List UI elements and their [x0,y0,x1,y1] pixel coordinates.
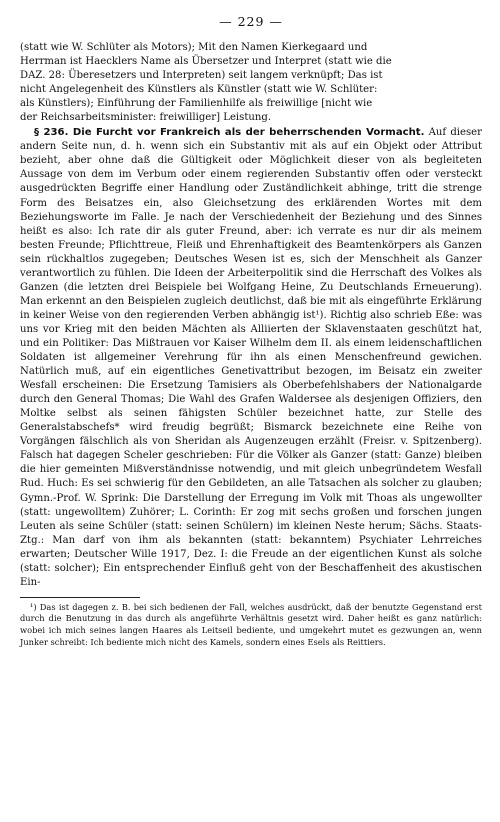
text-line: als Künstlers); Einführung der Familienhilfe als freiwillige [nicht wie [20,98,373,110]
text-line: Herrman ist Haecklers Name als Übersetzer und Interpret (statt wie die [20,56,392,68]
text-line: DAZ. 28: Überesetzers und Interpreten) seit langem verknüpft; Das ist [20,70,383,82]
footnote [20,602,482,648]
page-number: — 229 — [219,14,283,29]
main-text [20,41,482,590]
footnote-text: ¹) Das ist dagegen z. B. bei sich bedienen der Fall, welches ausdrückt, daß der benutzte Gegenstand erst durch die Benutzung in das durch als angeführte Verhältnis gesetzt wird. Daher heißt es ganz natürlich: wobei ich mich seines langen Haares als Leitseil bediente, und umgekehrt mutet es gezwungen an, wenn Junker schreibt: Ich bediente mich nicht des Kamels, sondern eines Esels als Reittiers. [20,601,482,647]
section-text: Auf dieser andern Seite nun, d. h. wenn sich ein Substantiv mit als auf ein Objekt oder Attribut bezieht, aber ohne daß die Gültigkeit oder Möglichkeit dieser von als begleiteten Aussage von dem im Verbum oder einem regierenden Substantiv offen oder versteckt ausgedrückten Begriffe einer Handlung oder Zuständlichkeit abhinge, tritt die strenge Form des Beisatzes ein, also Gleichsetzung des erklärenden Wortes mit dem Beziehungsworte im Falle. Je nach der Verschiedenheit der Beziehung und des Sinnes heißt es also: Ich rate dir als guter Freund, aber: ich verrate es nur dir als meinem besten Freunde; Pflichttreue, Fleiß und Ehrenhaftigkeit des Beamtenkörpers als Ganzen sein rückhaltlos zugegeben; Deutsches Wesen ist es, sich der Menschheit als Ganzer verantwortlich zu fühlen. Die Ideen der Arbeiterpolitik sind die Herrschaft des Volkes als Ganzen (die letzten drei Beispiele bei Wolfgang Heine, Zu Deutschlands Erneuerung). Man erkennt an den Beispielen zugleich deutlichst, daß bie mit als eingeführte Erklärung in keiner Weise von den regierenden Verben abhängig ist¹). Richtig also schrieb Eße: was uns vor Krieg mit den beiden Mächten als Alliierten der Sklavenstaaten geschützt hat, und ein Politiker: Das Mißtrauen vor Kaiser Wilhelm dem II. als einem leidenschaftlichen Soldaten ist allgemeiner Verehrung für ihn als einen Menschenfreund gewichen. Natürlich muß, auf ein eigentliches Genetivattribut bezogen, im Beisatz ein zweiter Wesfall erscheinen: Die Ersetzung Tamisiers als Oberbefehlshabers der Nationalgarde durch den General Thomas; Die Wahl des Grafen Waldersee als desjenigen Offiziers, den Moltke selbst als seinen fähigsten Schüler bezeichnet hatte, zur Stelle des Generalstabschefs* wird freudig begrüßt; Bismarck bezeichnete eine Reihe von Vorgängen fälschlich als von Sheridan als Augenzeugen erzählt (Freisr. v. Spitzenberg). Falsch hat dagegen Scheler geschrieben: Für die Völker als Ganzer (statt: Ganze) bleiben die hier gemeinten Mißverständnisse notwendig, und mit gleich unbegründetem Wesfall Rud. Huch: Es sei schwierig für den Gebildeten, an alle Tatsachen als solcher zu glauben; Gymn.-Prof. W. Sprink: Die Darstellung der Erregung im Volk mit Thoas als ungewollter (statt: ungewolltem) Zuhörer; L. Corinth: Er zog mit sechs großen und forschen jungen Leuten als seine Schüler (statt: seinen Schülern) im kleinen Neste herum; Sächs. Staats-Ztg.: Man darf von ihm als bekannten (statt: bekanntem) Psychiater Lehrreiches erwarten; Deutscher Wille 1917, Dez. I: die Freude an der eigentlichen Kunst als solche (statt: solcher); Ein entsprechender Einfluß geht von der Beschaffenheit des akustischen Ein- [20,127,482,588]
text-line: nicht Angelegenheit des Künstlers als Künstler (statt wie W. Schlüter: [20,84,378,96]
footnote-divider [20,597,140,598]
text-line: (statt wie W. Schlüter als Motors); Mit den Namen Kierkegaard und [20,42,368,53]
text-line: der Reichsarbeitsminister: freiwilliger] Leistung. [20,112,272,124]
section-paragraph [20,126,482,590]
section-heading: § 236. Die Furcht vor Frankreich als der beherrschenden Vormacht. [34,127,425,139]
